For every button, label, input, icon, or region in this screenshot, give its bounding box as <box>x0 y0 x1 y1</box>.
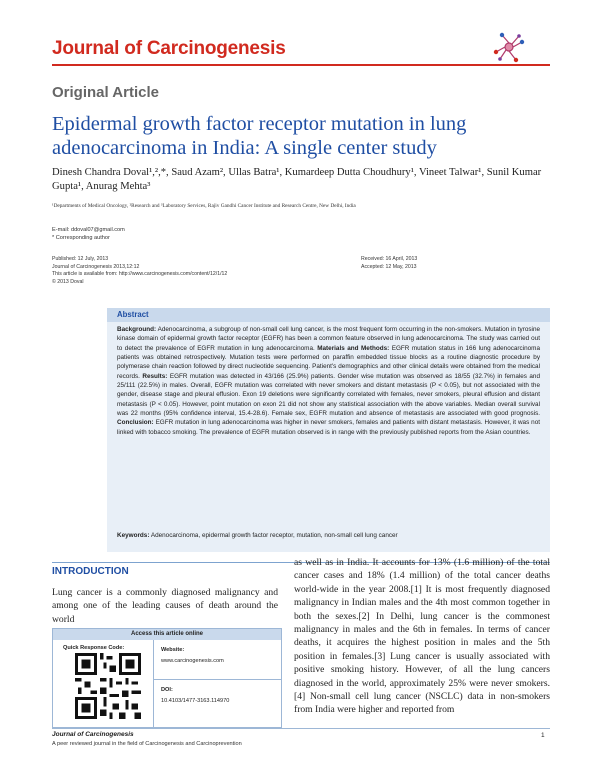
results-text: EGFR mutation was detected in 43/166 (25.9%) patients. Gender wise mutation was observed as 18/55 (32.7%) in females and 25/111 (22.5%) in males. Overall, EGFR mutation was correlated with never smokers and distant metastasis (P < 0.05), but not associated with the gender, disease stage and pleural effusion. Exon 19 deletions were significantly correlated with females, never smokers, pleural effusion and distant metastasis (P < 0.05). However, point mutation on exon 21 did not show any statistical association with the above variables. Median overall survival was 22 months (95% confidence interval, 15.4-28.6). Female sex, EGFR mutation and absence of metastasis are associated with good prognosis. <box>117 372 540 418</box>
keywords <box>117 532 540 539</box>
author-email: E-mail: ddoval07@gmail.com <box>52 227 125 233</box>
published-date: Published: 12 July, 2013 <box>52 256 109 262</box>
footer-subtitle: A peer reviewed journal in the field of Carcinogenesis and Carcinoprevention <box>52 741 242 747</box>
citation: Journal of Carcinogenesis 2013,12:12 <box>52 263 140 270</box>
background-text: Adenocarcinoma, a subgroup of non-small cell lung cancer, is the most frequent form occurring in the non-smokers. Mutation in tyrosine kinase domain of epidermal growth factor receptor (EGFR) has been a common feature observed in lung adenocarcinoma. The study was carried out to detect the prevalence of EGFR mutation in lung adenocarcinoma. <box>117 326 540 352</box>
abstract-header <box>107 308 550 322</box>
received-date: Received: 16 April, 2013 <box>361 256 418 262</box>
journal-title: Journal of Carcinogenesis <box>52 38 286 59</box>
conclusion-text: EGFR mutation in lung adenocarcinoma was higher in never smokers, females and patients with distant metastasis. However, it was not linked with tobacco smoking. The prevalence of EGFR mutation observed is in range with the previously published reports from the Asian countries. <box>117 419 540 436</box>
box-divider-horizontal <box>153 679 281 680</box>
website-label: Website: <box>161 647 185 653</box>
keywords-label: Keywords: <box>117 532 150 539</box>
copyright: © 2013 Doval <box>52 278 84 285</box>
doi-label: DOI: <box>161 687 173 693</box>
corresponding-note: * Corresponding author <box>52 235 110 241</box>
affiliations: ¹Departments of Medical Oncology, ²Research and ³Laboratory Services, Rajiv Gandhi Cancer Institute and Research Centre, New Delhi, India <box>52 203 356 209</box>
journal-logo-icon <box>492 30 526 64</box>
access-heading: Access this article online <box>53 629 281 640</box>
qr-label: Quick Response Code: <box>63 645 125 651</box>
website-link[interactable]: www.carcinogenesis.com <box>161 658 224 664</box>
results-label: Results: <box>142 372 168 380</box>
review-dates <box>361 256 417 271</box>
introduction-heading: INTRODUCTION <box>52 566 129 577</box>
page-number: 1 <box>541 732 545 739</box>
availability: This article is available from: http://www.carcinogenesis.com/content/12/1/12 <box>52 271 228 277</box>
header-rule <box>52 64 550 66</box>
background-label: Background: <box>117 326 157 333</box>
author-contact <box>52 226 125 242</box>
author-list: Dinesh Chandra Doval¹,²,*, Saud Azam², Ullas Batra¹, Kumardeep Dutta Choudhury¹, Vineet Talwar¹, Sunil Kumar Gupta¹, Anurag Mehta³ <box>52 167 542 192</box>
section-label: Original Article <box>52 84 159 101</box>
access-article-box <box>52 628 282 728</box>
publication-meta <box>52 256 227 286</box>
intro-text-right: as well as in India. It accounts for 13% (1.6 million) of the total cancer cases and 18% (1.4 million) of the total cancer deaths world-wide in the year 2008.[1] It is most frequently diagnosed malignancy in Indian males and the 4th most common together in both the sexes.[2] In Delhi, lung cancer is the commonest malignancy in males and the 6th in females. In terms of cancer deaths, it acquires the highest position in males and the 5th position in females.[3] Lung cancer is usually associated with positive smoking history. However, of all the lung cancers diagnosed in the world, approximately 25% were never smokers.[4] Non-small cell lung cancer (NSCLC) data in non-smokers from India were higher and reported from <box>294 557 550 716</box>
conclusion-label: Conclusion: <box>117 419 154 427</box>
doi-link[interactable]: 10.4103/1477-3163.114970 <box>161 698 230 704</box>
footer-journal: Journal of Carcinogenesis <box>52 731 134 738</box>
accepted-date: Accepted: 12 May, 2013 <box>361 263 417 270</box>
abstract-body <box>117 325 540 437</box>
abstract-box <box>107 308 550 552</box>
article-title: Epidermal growth factor receptor mutation in lung adenocarcinoma in India: A single center study <box>52 113 467 159</box>
intro-text-left: Lung cancer is a commonly diagnosed malignancy and among one of the leading causes of death around the world <box>52 587 278 625</box>
methods-text: EGFR mutation status in 166 lung adenocarcinoma patients was obtained retrospectively. Mutation tests were performed on paraffin embedded tissue blocks as a routine diagnostic procedure by polymerase chain reaction followed by direct nucleotide sequencing. Patient's demographics and other clinical details were obtained from the medical records. <box>117 344 540 380</box>
keywords-text: Adenocarcinoma, epidermal growth factor receptor, mutation, non-small cell lung cancer <box>149 532 398 539</box>
abstract-heading: Abstract <box>117 310 149 319</box>
footer-rule <box>52 728 550 729</box>
box-divider-vertical <box>153 640 154 727</box>
qr-code-icon[interactable] <box>75 653 141 719</box>
methods-label: Materials and Methods: <box>317 344 390 352</box>
